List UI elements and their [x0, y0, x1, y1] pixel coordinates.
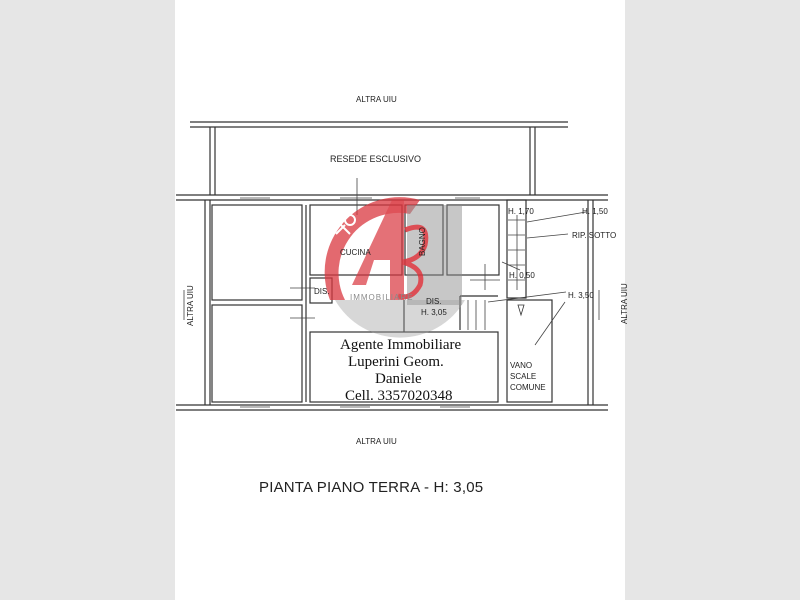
- label-altra-left: ALTRA UIU: [186, 285, 195, 326]
- label-h-dis: H. 3,05: [421, 308, 447, 317]
- label-dis-2: DIS.: [426, 297, 442, 306]
- label-h350: H. 3,50: [568, 291, 594, 300]
- label-vano: VANO: [510, 361, 533, 370]
- label-resede: RESEDE ESCLUSIVO: [330, 154, 422, 164]
- label-rip-sotto: RIP. SOTTO: [572, 231, 617, 240]
- label-altra-top: ALTRA UIU: [356, 95, 397, 104]
- agent-line-1: Agente Immobiliare: [340, 337, 462, 353]
- label-dis-1: DIS.: [314, 287, 330, 296]
- label-h050: H. 0,50: [509, 271, 535, 280]
- agent-line-3: Daniele: [375, 371, 422, 387]
- agent-line-2: Luperini Geom.: [348, 354, 444, 370]
- plan-title: PIANTA PIANO TERRA - H: 3,05: [259, 479, 484, 496]
- brand-text: IMMOBILIARE: [350, 293, 414, 302]
- label-h150: H. 1,50: [582, 207, 608, 216]
- label-bagno: BAGNO: [418, 227, 427, 256]
- left-rooms: [212, 198, 315, 407]
- label-altra-bottom: ALTRA UIU: [356, 437, 397, 446]
- label-cucina: CUCINA: [340, 248, 371, 257]
- label-comune: COMUNE: [510, 383, 546, 392]
- label-scale: SCALE: [510, 372, 537, 381]
- agent-line-4: Cell. 3357020348: [345, 388, 453, 404]
- label-h170: H. 1,70: [508, 207, 534, 216]
- label-altra-right: ALTRA UIU: [620, 283, 629, 324]
